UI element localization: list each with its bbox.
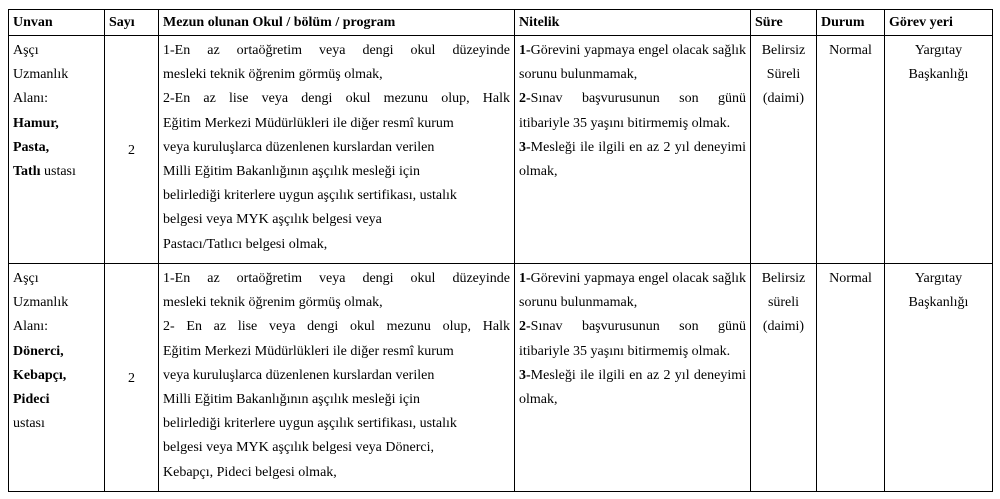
job-table	[8, 9, 993, 492]
nitelik-text: Sınav başvurusunun son günü itibariyle 35 yaşını bitirmemiş olmak.	[519, 91, 746, 131]
unvan-bold-word: Pideci	[13, 392, 50, 408]
mezun-line: Eğitim Merkezi Müdürlükleri ile diğer resmî kurum	[163, 115, 454, 131]
unvan-suffix: ustası	[13, 416, 45, 432]
nitelik-cell	[515, 36, 751, 264]
header-nitelik: Nitelik	[515, 10, 751, 36]
header-row	[9, 10, 993, 36]
durum-value: Normal	[829, 43, 872, 58]
mezun-line: veya kuruluşlarca düzenlenen kurslardan verilen	[163, 139, 435, 155]
table-body	[9, 36, 993, 492]
nitelik-item	[519, 87, 746, 135]
nitelik-number: 1-	[519, 271, 531, 286]
header-unvan: Unvan	[9, 10, 105, 36]
durum-cell	[817, 36, 885, 264]
mezun-line: veya kuruluşlarca düzenlenen kurslardan verilen	[163, 367, 435, 383]
unvan-bold-word: Tatlı	[13, 164, 41, 180]
nitelik-text: Mesleği ile ilgili en az 2 yıl deneyimi olmak,	[519, 367, 746, 408]
nitelik-number: 3-	[519, 139, 531, 155]
nitelik-item	[519, 136, 746, 184]
mezun-line: 1-En az ortaöğretim veya dengi okul düzeyinde	[163, 43, 510, 58]
unvan-line: Alanı:	[13, 319, 48, 335]
mezun-cell	[159, 36, 515, 264]
mezun-line: belgesi veya MYK aşçılık belgesi veya Dönerci,	[163, 440, 434, 456]
nitelik-number: 3-	[519, 367, 531, 383]
sure-line: (daimi)	[762, 91, 805, 107]
gorev-cell	[885, 36, 993, 264]
nitelik-item	[519, 315, 746, 363]
unvan-bold-line: Dönerci,	[13, 343, 64, 359]
unvan-bold-line: Kebapçı,	[13, 367, 67, 383]
nitelik-text: Görevini yapmaya engel olacak sağlık sorunu bulunmamak,	[519, 271, 746, 311]
sayi-value: 2	[128, 370, 135, 386]
durum-value: Normal	[829, 271, 872, 286]
mezun-line: Milli Eğitim Bakanlığının aşçılık mesleği için	[163, 392, 421, 408]
sayi-cell	[105, 36, 159, 264]
mezun-line: belirlediği kriterlere uygun aşçılık sertifikası, ustalık	[163, 188, 457, 204]
table-row	[9, 36, 993, 264]
unvan-last-line	[13, 388, 100, 436]
nitelik-number: 1-	[519, 43, 531, 58]
sayi-value: 2	[128, 142, 135, 158]
nitelik-cell	[515, 264, 751, 492]
sayi-cell	[105, 264, 159, 492]
mezun-line: belgesi veya MYK aşçılık belgesi veya	[163, 212, 382, 228]
nitelik-text: Görevini yapmaya engel olacak sağlık sorunu bulunmamak,	[519, 43, 746, 83]
header-sure: Süre	[751, 10, 817, 36]
mezun-cell	[159, 264, 515, 492]
sure-line: Belirsiz	[761, 271, 806, 286]
mezun-line: 2-En az lise veya dengi okul mezunu olup, Halk	[163, 91, 510, 107]
mezun-line: 2- En az lise veya dengi okul mezunu olup, Halk	[163, 319, 510, 335]
mezun-line: Pastacı/Tatlıcı belgesi olmak,	[163, 236, 328, 252]
header-mezun: Mezun olunan Okul / bölüm / program	[159, 10, 515, 36]
durum-cell	[817, 264, 885, 492]
nitelik-number: 2-	[519, 91, 531, 107]
nitelik-number: 2-	[519, 319, 531, 335]
gorev-line: Yargıtay	[914, 271, 963, 286]
nitelik-item	[519, 267, 746, 315]
header-gorev: Görev yeri	[885, 10, 993, 36]
gorev-line: Yargıtay	[914, 43, 963, 58]
mezun-line: Milli Eğitim Bakanlığının aşçılık mesleği için	[163, 164, 421, 180]
gorev-line: Başkanlığı	[908, 295, 969, 311]
mezun-line: mesleki teknik öğrenim görmüş olmak,	[163, 67, 383, 83]
header-durum: Durum	[817, 10, 885, 36]
nitelik-text: Mesleği ile ilgili en az 2 yıl deneyimi olmak,	[519, 139, 746, 180]
sure-line: Belirsiz	[761, 43, 806, 58]
nitelik-item	[519, 364, 746, 412]
header-sayi: Sayı	[105, 10, 159, 36]
unvan-cell	[9, 264, 105, 492]
nitelik-item	[519, 39, 746, 87]
mezun-line: mesleki teknik öğrenim görmüş olmak,	[163, 295, 383, 311]
mezun-line: Eğitim Merkezi Müdürlükleri ile diğer resmî kurum	[163, 343, 454, 359]
unvan-line: Aşçı	[13, 43, 39, 58]
unvan-suffix: ustası	[40, 164, 76, 180]
nitelik-text: Sınav başvurusunun son günü itibariyle 35 yaşını bitirmemiş olmak.	[519, 319, 746, 359]
gorev-line: Başkanlığı	[908, 67, 969, 83]
unvan-bold-line: Hamur,	[13, 115, 59, 131]
sure-line: süreli	[767, 295, 800, 311]
sure-line: (daimi)	[762, 319, 805, 335]
mezun-line: 1-En az ortaöğretim veya dengi okul düzeyinde	[163, 271, 510, 286]
unvan-line: Uzmanlık	[13, 295, 69, 311]
unvan-line: Aşçı	[13, 271, 39, 286]
unvan-line: Uzmanlık	[13, 67, 69, 83]
unvan-line: Alanı:	[13, 91, 48, 107]
mezun-line: belirlediği kriterlere uygun aşçılık sertifikası, ustalık	[163, 416, 457, 432]
unvan-cell	[9, 36, 105, 264]
sure-cell	[751, 36, 817, 264]
sure-line: Süreli	[766, 67, 801, 83]
unvan-last-line	[13, 160, 100, 184]
sure-cell	[751, 264, 817, 492]
table-row	[9, 264, 993, 492]
mezun-line: Kebapçı, Pideci belgesi olmak,	[163, 464, 337, 480]
unvan-bold-line: Pasta,	[13, 139, 50, 155]
gorev-cell	[885, 264, 993, 492]
